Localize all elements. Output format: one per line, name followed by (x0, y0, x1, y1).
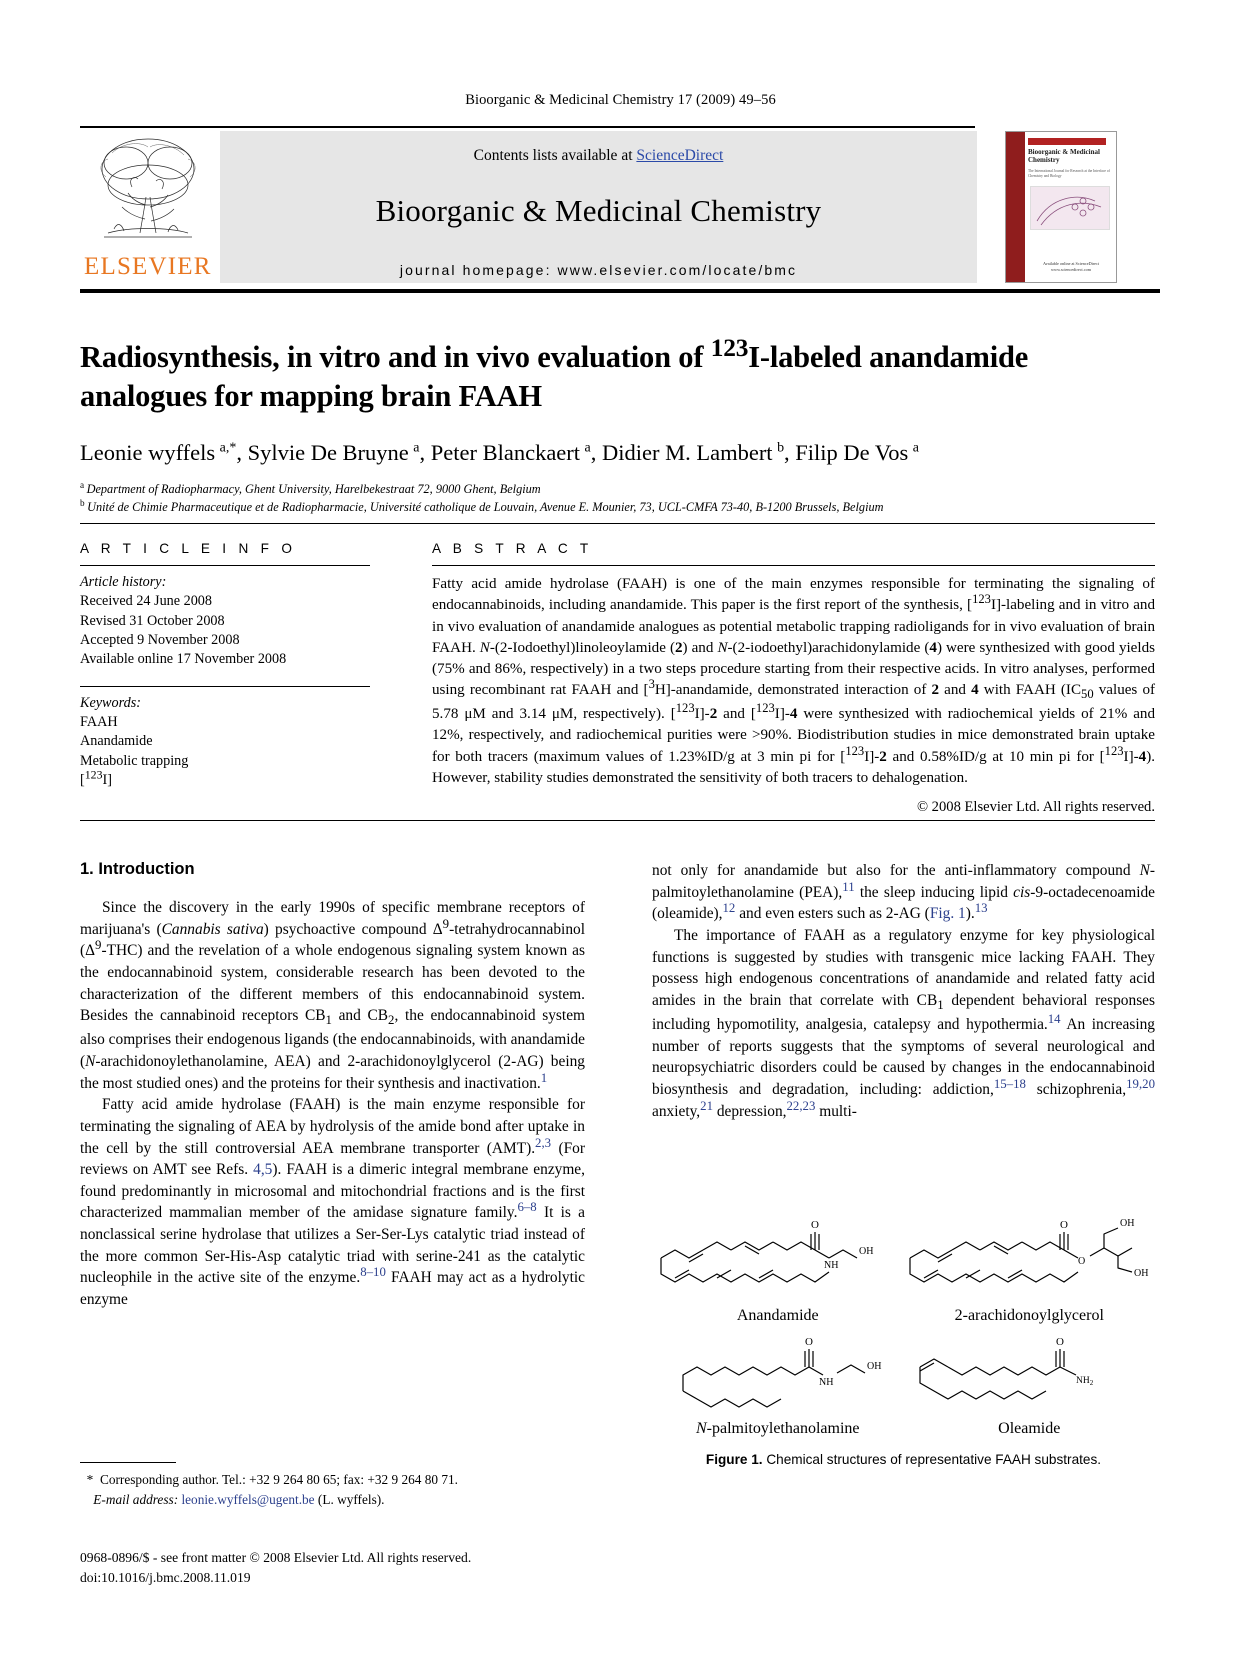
masthead-center-panel (220, 131, 977, 283)
structure-2ag (904, 1210, 1156, 1325)
journal-title: Bioorganic & Medicinal Chemistry (375, 193, 822, 228)
cover-subtitle: The International Journal for Research at the Interface of Chemistry and Biology (1028, 169, 1110, 178)
atom-label-nh: NH (818, 1377, 834, 1388)
cover-top-bar (1028, 138, 1106, 145)
imprint-line-1: 0968-0896/$ - see front matter © 2008 Elsevier Ltd. All rights reserved. (80, 1550, 472, 1565)
author-affiliation-marker: a (413, 440, 420, 456)
keyword-item-isotope: [$^{123}$I] (80, 767, 112, 788)
masthead-bottom-rule (80, 289, 1160, 293)
figure-caption-label: Figure 1. (705, 1452, 763, 1467)
atom-label-oh: OH (858, 1246, 874, 1257)
paragraph-right-2: The importance of FAAH as a regulatory enzyme for key physiological functions is suggested by studies with transgenic mice lacking FAAH. They possess high endogenous concentrations of anandamide and related fatty acid amides in the brain that correlate with $CB_1$ dependent behavioral responses including hypomotility, analgesia, catalepsy and hypothermia.$^{14}$ An increasing number of reports suggests that the symptoms of several neurological and neuropsychiatric disorders could be caused by changes in the endocannabinoid biosynthesis and degradation, including: addiction,$^{15-18}$ schizophrenia,$^{19,20}$ anxiety,$^{21}$ depression,$^{22,23}$ multi- (652, 926, 1156, 1120)
figure-caption-text: Chemical structures of representative FAAH substrates. (762, 1452, 1102, 1467)
structure-label-anandamide: Anandamide (736, 1307, 819, 1324)
elsevier-wordmark: ELSEVIER (84, 253, 212, 280)
article-info-rule (80, 565, 370, 566)
cover-artwork (1030, 186, 1110, 230)
journal-cover-thumbnail (1005, 131, 1117, 283)
abstract-copyright: © 2008 Elsevier Ltd. All rights reserved. (916, 799, 1155, 816)
atom-label-nh: NH (823, 1260, 839, 1271)
article-info-column (80, 541, 370, 790)
footnote-email-link[interactable]: leonie.wyffels@ugent.be (181, 1491, 315, 1507)
atom-label-nh2: $NH_2$ (1076, 1376, 1094, 1387)
footnote-corresponding-text: Corresponding author. Tel.: +32 9 264 80 65; fax: +32 9 264 80 71. (99, 1472, 459, 1487)
atom-label-oh-1: OH (1120, 1218, 1135, 1229)
abstract-rule (432, 565, 1155, 566)
structure-oleamide (904, 1329, 1156, 1438)
keywords-block (80, 686, 370, 791)
abstract-heading: A B S T R A C T (432, 541, 593, 556)
author-affiliation-marker: a (584, 440, 591, 456)
paragraph-left-2: Fatty acid amide hydrolase (FAAH) is the main enzyme responsible for terminating the signaling of AEA by hydrolysis of the amide bond after uptake in the cell by the still controversial AEA membrane transporter (AMT).$^{2,3}$ (For reviews on AMT see Refs. 4,5). FAAH is a dimeric integral membrane enzyme, found predominantly in microsomal and mitochondrial fractions and is the first characterized mammalian member of the amidase signature family.$^{6-8}$ It is a nonclassical serine hydrolase that utilizes a Ser-Ser-Lys catalytic triad instead of the more common Ser-His-Asp catalytic triad with serine-241 as the catalytic nucleophile in the active site of the enzyme.$^{8-10}$ FAAH may act as a hydrolytic enzyme (80, 1096, 586, 1308)
title-block (80, 333, 1155, 517)
keyword-item: FAAH (80, 713, 118, 730)
article-history-label: Article history: (80, 574, 167, 590)
abstract-text: Fatty acid amide hydrolase (FAAH) is one of the main enzymes responsible for terminating the signaling of endocannabinoids, including anandamide. This paper is the first report of the synthesis, [$^{123}$I]-labeling and in vitro and in vivo evaluation of anandamide analogues as potential metabolic trapping radioligands for in vivo evaluation of brain FAAH. N-(2-Iodoethyl)linoleoylamide (2) and N-(2-iodoethyl)arachidonylamide (4) were synthesized with good yields (75% and 86%, respectively) in a two steps procedure starting from their respective acids. In vitro analyses, performed using recombinant rat FAAH and [$^3$H]-anandamide, demonstrated interaction of 2 and 4 with FAAH ($IC_{50}$ values of 5.78 μM and 3.14 μM, respectively). [$^{123}$I]-2 and [$^{123}$I]-4 were synthesized with radiochemical yields of 21% and 12%, respectively, and radiochemical purities were >90%. Biodistribution studies in mice demonstrated brain uptake for both tracers (maximum values of 1.23%ID/g at 3 min pi for [$^{123}$I]-2 and 0.58%ID/g at 10 min pi for [$^{123}$I]-4). However, stability studies demonstrated the sensitivity of both tracers to dehalogenation. (432, 576, 1156, 786)
anandamide-structure-icon (653, 1210, 903, 1302)
corresponding-author-footnote (80, 1470, 585, 1510)
history-item: Available online 17 November 2008 (80, 651, 287, 668)
footnote-line-2 (80, 1490, 585, 1510)
footnote-marker: * (86, 1472, 94, 1487)
structure-label-rest: -palmitoylethanolamine (706, 1420, 860, 1437)
structure-anandamide (652, 1210, 904, 1325)
journal-homepage[interactable]: journal homepage: www.elsevier.com/locate/bmc (399, 262, 798, 278)
atom-label-o: O (1060, 1219, 1069, 1231)
footnote-separator-rule (80, 1462, 176, 1463)
contents-available-line (220, 131, 977, 165)
figure-1 (652, 1210, 1155, 1467)
affiliations-block (80, 481, 1155, 517)
structure-label-italic-prefix: N (695, 1420, 707, 1437)
author-affiliation-marker: a,* (219, 440, 237, 456)
cover-molecule-icon (1031, 187, 1109, 229)
atom-label-oh: OH (866, 1361, 882, 1372)
figure-caption (652, 1452, 1155, 1467)
affiliation-b: $^b$ Unité de Chimie Pharmaceutique et de Radiopharmacie, Université catholique de Louvain, Avenue E. Mounier, 73, UCL-CMFA 73-40, B-1200 Brussels, Belgium (80, 498, 884, 515)
history-item: Received 24 June 2008 (80, 593, 212, 610)
atom-label-oh-2: OH (1134, 1268, 1149, 1279)
elsevier-tree-icon (88, 133, 208, 251)
structure-label-oleamide: Oleamide (998, 1420, 1061, 1437)
running-head: Bioorganic & Medicinal Chemistry 17 (2009) 49–56 (465, 92, 776, 108)
author-affiliation-marker: b (777, 440, 785, 456)
arachidonoylglycerol-structure-icon (904, 1210, 1154, 1302)
title-isotope-superscript: 123 (710, 333, 749, 362)
atom-label-o: O (810, 1219, 819, 1231)
structure-label-2ag: 2-arachidonoylglycerol (954, 1307, 1104, 1324)
imprint-line-2: doi:10.1016/j.bmc.2008.11.019 (80, 1570, 251, 1586)
journal-masthead (80, 126, 1160, 293)
keywords-rule (80, 686, 370, 687)
footnote-line-1 (80, 1470, 585, 1490)
footnote-email-label: E-mail address: (93, 1491, 179, 1507)
section-heading-introduction: 1. Introduction (80, 860, 195, 878)
figure-structure-grid (652, 1210, 1155, 1438)
affiliation-a: $^a$ Department of Radiopharmacy, Ghent University, Harelbekestraat 72, 9000 Ghent, Belgium (80, 480, 541, 497)
page-title (80, 333, 1155, 416)
elsevier-logo (80, 131, 220, 283)
article-info-heading: A R T I C L E I N F O (80, 541, 297, 556)
atom-label-o: O (1056, 1336, 1065, 1348)
title-part-1: Radiosynthesis, in vitro and in vivo evaluation of (80, 340, 711, 374)
footnote-email-owner: (L. wyffels). (317, 1491, 385, 1507)
cover-spine (1006, 132, 1025, 282)
cover-footer: Available online at ScienceDirect www.sciencedirect.com (1042, 261, 1100, 273)
atom-label-o-ester: O (1078, 1256, 1086, 1267)
atom-label-o: O (804, 1336, 813, 1348)
structure-label-pea (652, 1420, 904, 1438)
paragraph-right-1: not only for anandamide but also for the anti-inflammatory compound N-palmitoylethanolamine (PEA),$^{11}$ the sleep inducing lipid cis-9-octadecenoamide (oleamide),$^{12}$ and even esters such as 2-AG (Fig. 1).$^{13}$ (652, 862, 1156, 923)
title-part-2: I-labeled anandamide analogues for mapping brain FAAH (80, 340, 1029, 414)
keyword-item: Metabolic trapping (80, 752, 189, 769)
paragraph-left-1: Since the discovery in the early 1990s of specific membrane receptors of marijuana's (Cannabis sativa) psychoactive compound $\Delta^9$-tetrahydrocannabinol $(\Delta^9-THC)$ and the revelation of a whole endogenous signaling system known as the endocannabinoid system, considerable research has been devoted to the characterization of the different members of this endocannabinoid system. Besides the cannabinoid receptors $CB_1$ and $CB_2$, the endocannabinoid system also comprises their endogenous ligands (the endocannabinoids, with anandamide (N-arachidonoylethanolamine, AEA) and 2-arachidonoylglycerol (2-AG) being the most studied ones) and the proteins for their synthesis and inactivation.$^1$ (80, 899, 585, 1092)
palmitoylethanolamine-structure-icon (653, 1329, 903, 1415)
contents-prefix: Contents lists available at (473, 147, 637, 164)
abstract-column (432, 541, 1155, 816)
info-panel-bottom-rule (80, 820, 1155, 821)
masthead-top-rule (80, 126, 975, 128)
affiliation-b-text: Unité de Chimie Pharmaceutique et de Radiopharmacie, Université catholique de Louvain, Avenue E. Mounier, 73, UCL-CMFA 73-40, B-1200 Brussels, Belgium (87, 500, 884, 515)
body-column-right (652, 860, 1155, 1122)
history-item: Revised 31 October 2008 (80, 612, 225, 629)
history-item: Accepted 9 November 2008 (80, 631, 240, 648)
cover-title: Bioorganic & Medicinal Chemistry (1028, 148, 1100, 165)
keyword-item: Anandamide (80, 733, 153, 750)
imprint-block (80, 1548, 640, 1589)
author-list: Leonie wyffels $^{a,*}$, Sylvie De Bruyne $^a$, Peter Blanckaert $^a$, Didier M. Lambert $^b$, Filip De Vos $^a$ (80, 440, 919, 466)
article-history-block (80, 573, 370, 670)
info-panel-top-rule (80, 523, 1155, 524)
structure-pea (652, 1329, 904, 1438)
keywords-label: Keywords: (80, 694, 141, 711)
author-affiliation-marker: a (912, 440, 919, 456)
affiliation-a-text: Department of Radiopharmacy, Ghent University, Harelbekestraat 72, 9000 Ghent, Belgium (86, 482, 541, 497)
oleamide-structure-icon (904, 1329, 1154, 1415)
sciencedirect-link[interactable]: ScienceDirect (636, 147, 724, 164)
body-column-left (80, 860, 585, 1311)
